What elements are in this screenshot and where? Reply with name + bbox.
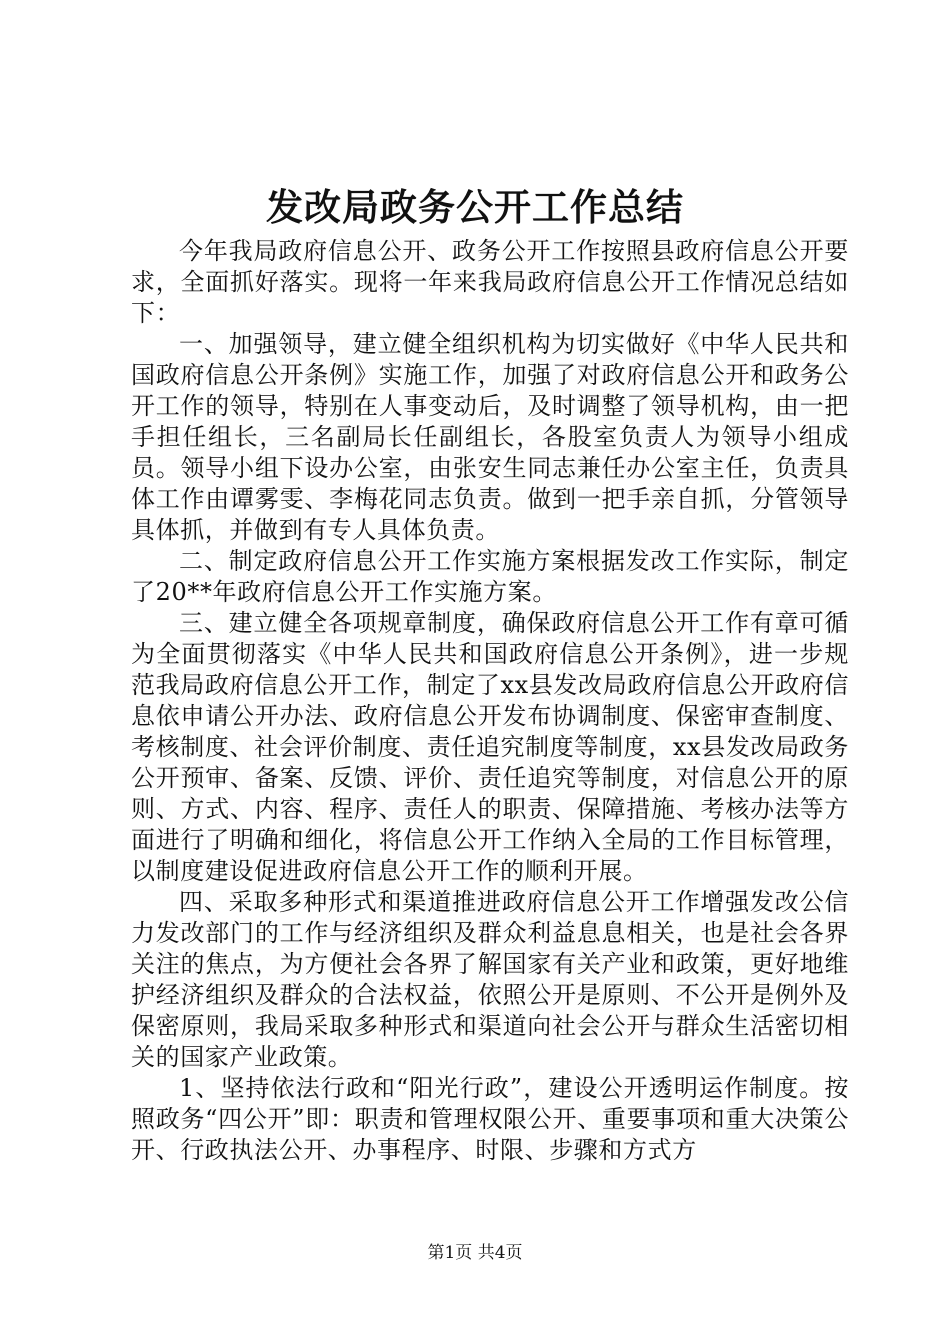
paragraph-section-4: 四、采取多种形式和渠道推进政府信息公开工作增强发改公信力发改部门的工作与经济组织及群众利益息息相关，也是社会各界关注的焦点，为方便社会各界了解国家有关产业和政策，更好地维护经济组织及群众的合法权益，依照公开是原则、不公开是例外及保密原则，我局采取多种形式和渠道向社会公开与群众生活密切相关的国家产业政策。	[131, 888, 849, 1071]
page-footer: 第1页 共4页	[427, 1243, 523, 1263]
document-title: 发改局政务公开工作总结	[266, 185, 684, 229]
paragraph-section-1: 一、加强领导，建立健全组织机构为切实做好《中华人民共和国政府信息公开条例》实施工作，加强了对政府信息公开和政务公开工作的领导，特别在人事变动后，及时调整了领导机构，由一把手担任组长，三名副局长任副组长，各股室负责人为领导小组成员。领导小组下设办公室，由张安生同志兼任办公室主任，负责具体工作由谭雾雯、李梅花同志负责。做到一把手亲自抓，分管领导具体抓，并做到有专人具体负责。	[131, 330, 849, 544]
paragraph-intro: 今年我局政府信息公开、政务公开工作按照县政府信息公开要求，全面抓好落实。现将一年来我局政府信息公开工作情况总结如下：	[131, 237, 849, 327]
document-body	[131, 236, 849, 1166]
paragraph-section-2: 二、制定政府信息公开工作实施方案根据发改工作实际，制定了20**年政府信息公开工作实施方案。	[131, 547, 849, 606]
paragraph-item-1: 1、坚持依法行政和“阳光行政”，建设公开透明运作制度。按照政务“四公开”即：职责和管理权限公开、重要事项和重大决策公开、行政执法公开、办事程序、时限、步骤和方式方	[131, 1074, 849, 1164]
paragraph-section-3: 三、建立健全各项规章制度，确保政府信息公开工作有章可循为全面贯彻落实《中华人民共和国政府信息公开条例》，进一步规范我局政府信息公开工作，制定了xx县发改局政府信息公开政府信息依申请公开办法、政府信息公开发布协调制度、保密审查制度、考核制度、社会评价制度、责任追究制度等制度，xx县发改局政务公开预审、备案、反馈、评价、责任追究等制度，对信息公开的原则、方式、内容、程序、责任人的职责、保障措施、考核办法等方面进行了明确和细化，将信息公开工作纳入全局的工作目标管理，以制度建设促进政府信息公开工作的顺利开展。	[131, 609, 849, 885]
